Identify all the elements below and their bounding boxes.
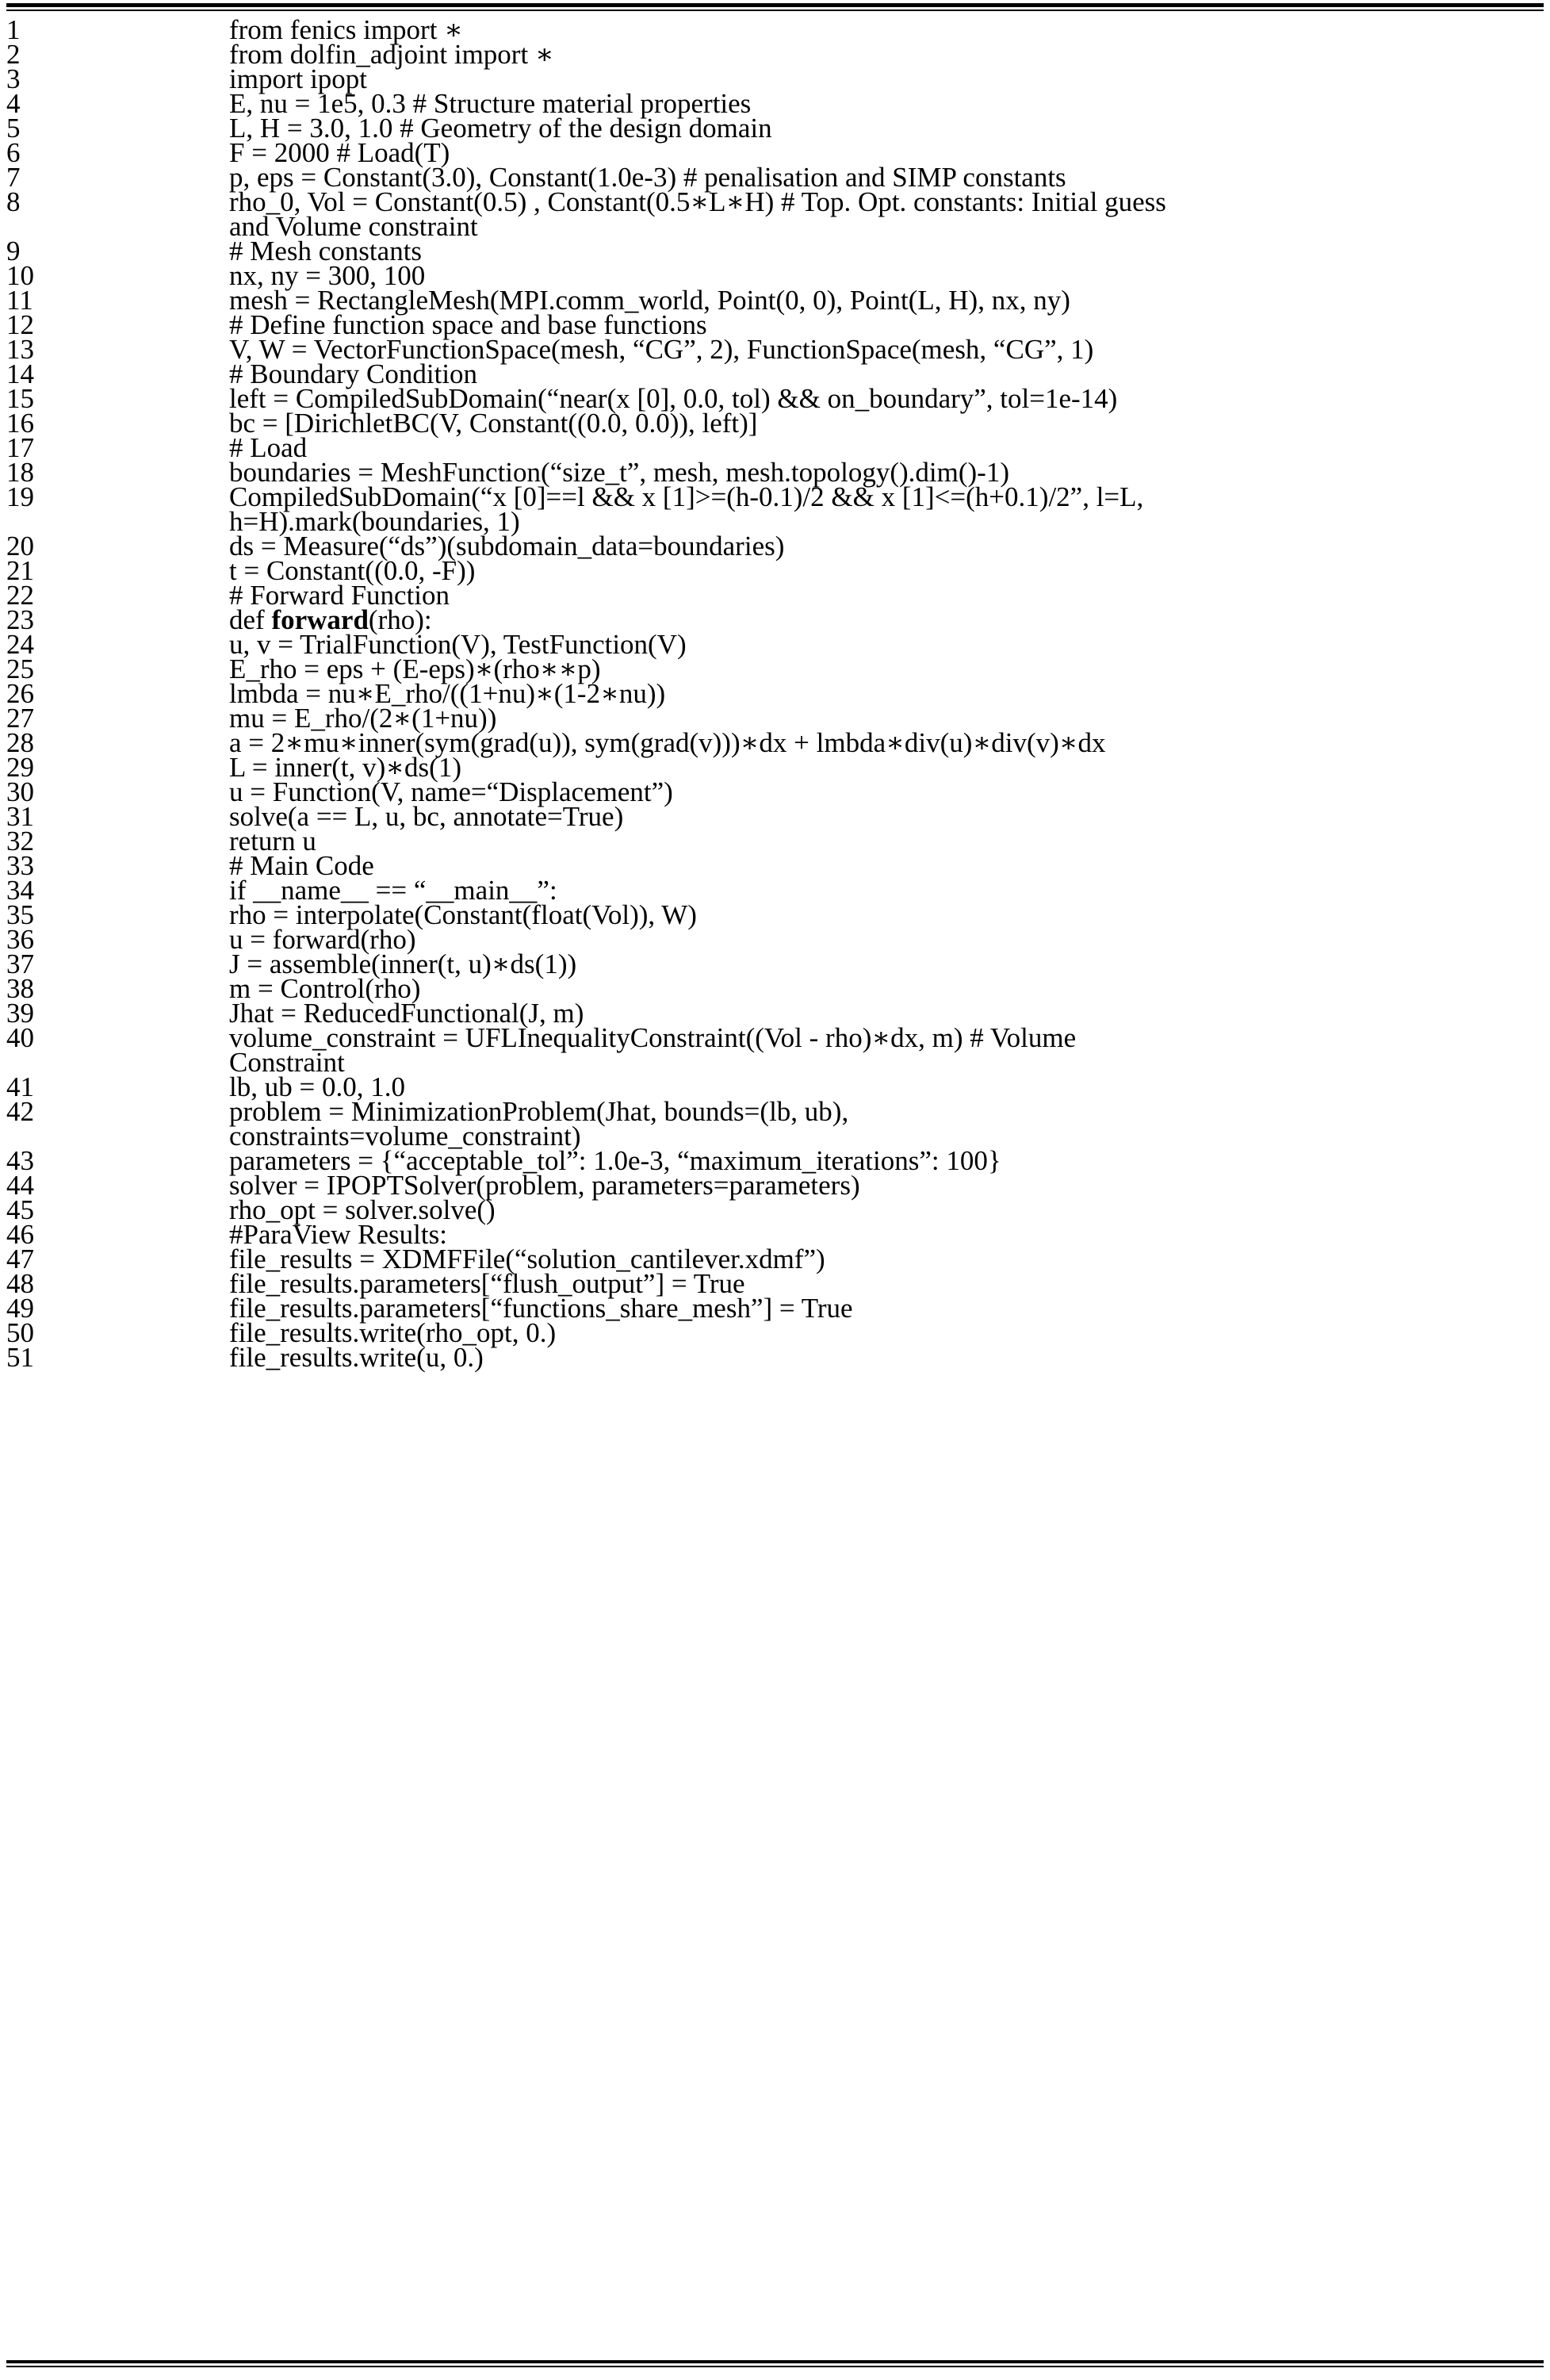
line-number: 23 [6, 604, 34, 635]
line-number: 13 [6, 334, 34, 365]
line-number: 38 [6, 973, 34, 1004]
code-line-row [0, 1342, 1550, 1373]
line-number: 35 [6, 899, 34, 930]
code-text-line [229, 899, 1542, 930]
line-number: 45 [6, 1194, 34, 1225]
code-token: Jhat = ReducedFunctional(J, m) [229, 998, 584, 1029]
code-text [229, 826, 1550, 857]
line-number: 3 [6, 63, 21, 94]
code-text [229, 1022, 1550, 1078]
code-token: bc = [DirichletBC(V, Constant((0.0, 0.0)), left)] [229, 408, 758, 439]
code-token: file_results = XDMFFile(“solution_cantilever.xdmf”) [229, 1244, 825, 1274]
code-text-wrap-line: and Volume constraint [229, 211, 478, 242]
code-token: a = 2∗mu∗inner(sym(grad(u)), sym(grad(v)))∗dx + lmbda∗div(u)∗div(v)∗dx [229, 727, 1106, 758]
code-token: p, eps = Constant(3.0), Constant(1.0e-3) # penalisation and SIMP constants [229, 162, 1066, 193]
code-line-row [0, 1096, 1550, 1152]
code-token-bold: forward [271, 604, 369, 635]
code-text-line [229, 801, 1542, 832]
code-text-line [229, 39, 1542, 70]
code-token: import ipopt [229, 63, 368, 94]
code-text [229, 899, 1550, 930]
code-token: V, W = VectorFunctionSpace(mesh, “CG”, 2), FunctionSpace(mesh, “CG”, 1) [229, 334, 1094, 365]
line-number: 32 [6, 826, 34, 857]
line-number: 16 [6, 408, 34, 439]
code-text [229, 801, 1550, 832]
line-number: 10 [6, 260, 34, 291]
line-number: 4 [6, 88, 21, 119]
line-number: 46 [6, 1219, 34, 1250]
line-number: 29 [6, 752, 34, 783]
code-text-wrap-line: h=H).mark(boundaries, 1) [229, 506, 520, 537]
line-number: 28 [6, 727, 34, 758]
code-text-wrap-line: Constraint [229, 1047, 345, 1078]
line-number: 41 [6, 1071, 34, 1102]
code-token: t = Constant((0.0, -F)) [229, 555, 476, 586]
code-token: J = assemble(inner(t, u)∗ds(1)) [229, 949, 577, 979]
line-number: 6 [6, 137, 21, 168]
line-number: 1 [6, 14, 21, 45]
code-token: #ParaView Results: [229, 1219, 447, 1250]
code-token: rho_opt = solver.solve() [229, 1194, 496, 1225]
code-token: L = inner(t, v)∗ds(1) [229, 752, 461, 783]
code-token: L, H = 3.0, 1.0 # Geometry of the design domain [229, 113, 772, 144]
code-token: # Mesh constants [229, 236, 423, 266]
code-token: from dolfin_adjoint import ∗ [229, 39, 554, 70]
line-number: 48 [6, 1268, 34, 1299]
code-token: # Define function space and base functions [229, 309, 707, 340]
line-number: 43 [6, 1145, 34, 1176]
code-token: solver = IPOPTSolver(problem, parameters=parameters) [229, 1170, 860, 1201]
code-token: # Boundary Condition [229, 358, 478, 389]
code-token: (rho): [368, 604, 432, 635]
code-token: left = CompiledSubDomain(“near(x [0], 0.0, tol) && on_boundary”, tol=1e-14) [229, 383, 1118, 414]
code-text-line [229, 826, 1542, 857]
line-number: 51 [6, 1342, 34, 1373]
code-text-line [229, 949, 1542, 979]
line-number: 2 [6, 39, 21, 70]
line-number: 11 [6, 285, 33, 316]
line-number: 7 [6, 162, 21, 193]
bottom-double-rule [6, 2360, 1544, 2367]
code-token: # Forward Function [229, 580, 450, 611]
code-token: m = Control(rho) [229, 973, 421, 1004]
line-number: 49 [6, 1293, 34, 1324]
code-token: if __name__ == “__main__”: [229, 875, 557, 906]
line-number: 22 [6, 580, 34, 611]
line-number: 39 [6, 998, 34, 1029]
code-lines-container [0, 14, 1550, 1373]
code-token: u, v = TrialFunction(V), TestFunction(V) [229, 629, 687, 660]
code-token: nx, ny = 300, 100 [229, 260, 426, 291]
code-text [229, 408, 1550, 439]
code-token: # Main Code [229, 850, 374, 881]
line-number: 5 [6, 113, 21, 144]
top-double-rule [6, 3, 1544, 11]
code-text [229, 1342, 1550, 1373]
code-token: boundaries = MeshFunction(“size_t”, mesh, mesh.topology().dim()-1) [229, 457, 1009, 488]
code-line-row [0, 1022, 1550, 1078]
line-number: 27 [6, 703, 34, 734]
line-number: 47 [6, 1244, 34, 1274]
line-number: 14 [6, 358, 34, 389]
line-number: 21 [6, 555, 34, 586]
line-number: 25 [6, 653, 34, 684]
code-text-line: problem = MinimizationProblem(Jhat, bounds=(lb, ub), [229, 1096, 849, 1127]
line-number: 15 [6, 383, 34, 414]
line-number: 31 [6, 801, 34, 832]
code-token: mu = E_rho/(2∗(1+nu)) [229, 703, 497, 734]
line-number: 19 [6, 481, 34, 512]
line-number: 37 [6, 949, 34, 979]
code-text [229, 1096, 1550, 1152]
code-token: file_results.write(rho_opt, 0.) [229, 1317, 557, 1348]
code-text-line [229, 236, 1542, 266]
code-text [229, 481, 1550, 537]
line-number: 12 [6, 309, 34, 340]
code-token: lmbda = nu∗E_rho/((1+nu)∗(1-2∗nu)) [229, 678, 666, 709]
line-number: 24 [6, 629, 34, 660]
line-number: 44 [6, 1170, 34, 1201]
code-text [229, 236, 1550, 266]
line-number: 50 [6, 1317, 34, 1348]
line-number: 33 [6, 850, 34, 881]
line-number: 18 [6, 457, 34, 488]
line-number: 30 [6, 776, 34, 807]
code-text-line: rho_0, Vol = Constant(0.5) , Constant(0.5∗L∗H) # Top. Opt. constants: Initial guess [229, 186, 1166, 217]
code-token: u = forward(rho) [229, 924, 416, 955]
code-token: lb, ub = 0.0, 1.0 [229, 1071, 405, 1102]
code-text-wrap-line: constraints=volume_constraint) [229, 1121, 581, 1152]
line-number: 20 [6, 531, 34, 561]
line-number: 8 [6, 186, 21, 217]
code-token: solve(a == L, u, bc, annotate=True) [229, 801, 624, 832]
code-text-line [229, 1342, 1542, 1373]
code-token: E, nu = 1e5, 0.3 # Structure material properties [229, 88, 752, 119]
code-token: u = Function(V, name=“Displacement”) [229, 776, 673, 807]
code-token: file_results.write(u, 0.) [229, 1342, 484, 1373]
code-text-line: CompiledSubDomain(“x [0]==l && x [1]>=(h-0.1)/2 && x [1]<=(h+0.1)/2”, l=L, [229, 481, 1144, 512]
code-line-row [0, 186, 1550, 242]
line-number: 34 [6, 875, 34, 906]
code-text [229, 949, 1550, 979]
code-text [229, 186, 1550, 242]
code-token: rho = interpolate(Constant(float(Vol)), W) [229, 899, 697, 930]
code-token: E_rho = eps + (E-eps)∗(rho∗∗p) [229, 653, 601, 684]
code-token: file_results.parameters[“functions_share_mesh”] = True [229, 1293, 853, 1324]
code-text [229, 39, 1550, 70]
code-token: def [229, 604, 272, 635]
line-number: 36 [6, 924, 34, 955]
code-text-line [229, 408, 1542, 439]
code-token: file_results.parameters[“flush_output”] = True [229, 1268, 745, 1299]
code-line-row [0, 481, 1550, 537]
code-text-line: volume_constraint = UFLInequalityConstraint((Vol - rho)∗dx, m) # Volume [229, 1022, 1077, 1053]
code-token: ds = Measure(“ds”)(subdomain_data=boundaries) [229, 531, 785, 561]
code-token: parameters = {“acceptable_tol”: 1.0e-3, “maximum_iterations”: 100} [229, 1145, 1001, 1176]
code-token: # Load [229, 432, 308, 463]
code-token: return u [229, 826, 316, 857]
line-number: 9 [6, 236, 21, 266]
line-number: 17 [6, 432, 34, 463]
line-number: 42 [6, 1096, 34, 1127]
line-number: 40 [6, 1022, 34, 1053]
code-token: F = 2000 # Load(T) [229, 137, 450, 168]
code-token: from fenics import ∗ [229, 14, 463, 45]
line-number: 26 [6, 678, 34, 709]
code-token: mesh = RectangleMesh(MPI.comm_world, Point(0, 0), Point(L, H), nx, ny) [229, 285, 1070, 316]
